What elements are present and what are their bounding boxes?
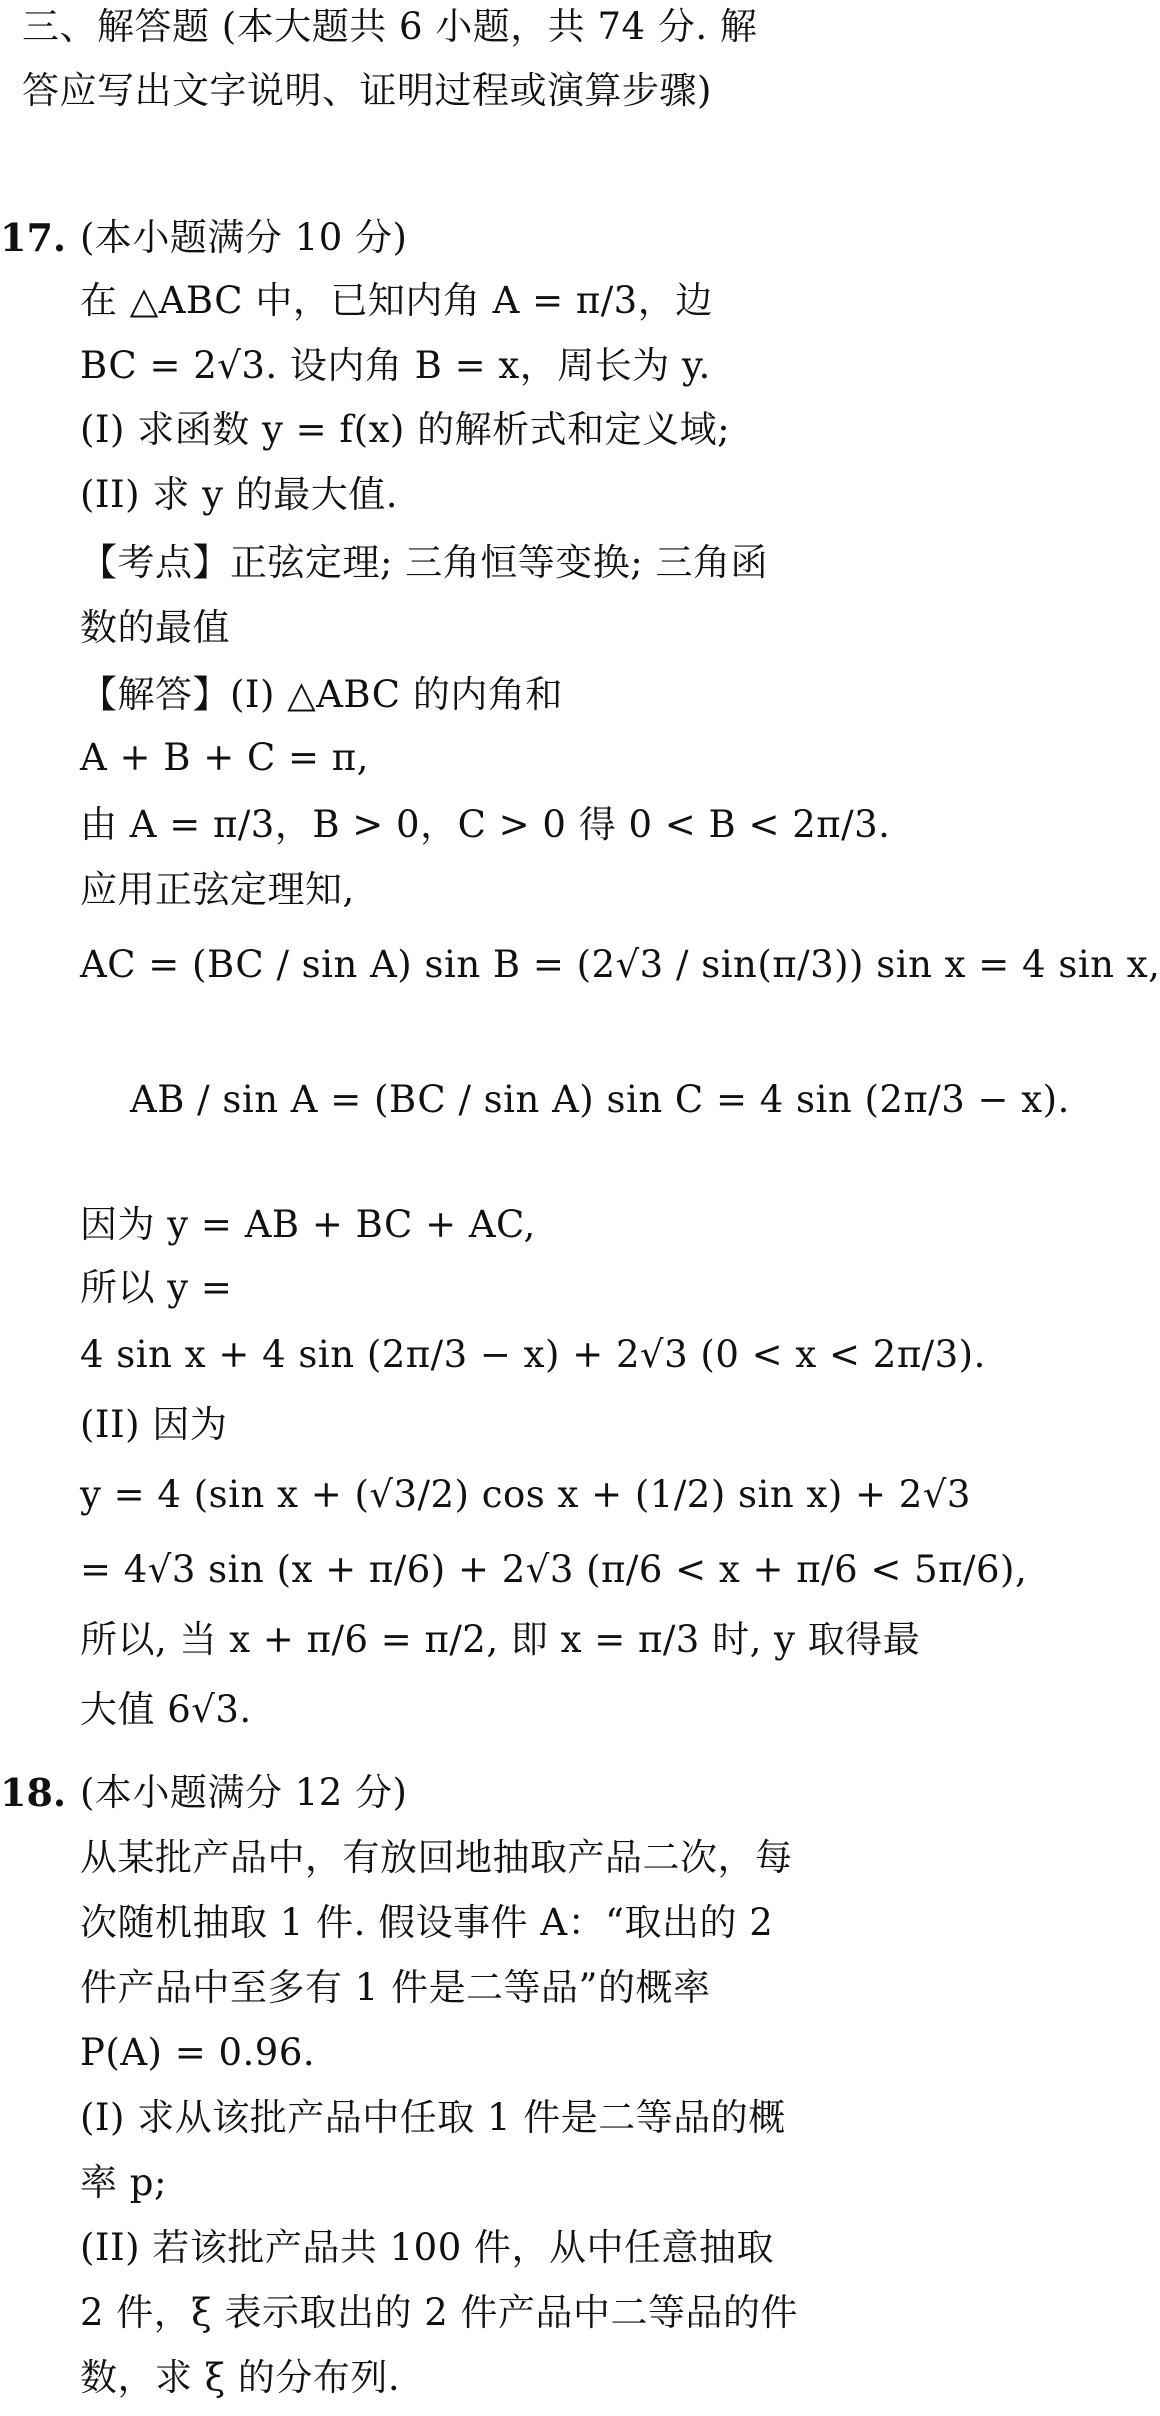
question-line: 从某批产品中，有放回地抽取产品二次，每 [80, 1836, 793, 1879]
question-line: AB / sin A = (BC / sin A) sin C = 4 sin (2π/3 − x). [130, 1078, 1070, 1121]
question-line: 【考点】正弦定理; 三角恒等变换; 三角函 [80, 541, 768, 584]
question-line: (本小题满分 10 分) [80, 216, 408, 259]
section-header-line-1: 三、解答题 (本大题共 6 小题，共 74 分. 解 [22, 5, 758, 48]
question-line: 数，求 ξ 的分布列. [80, 2356, 401, 2399]
question-line: 率 p; [80, 2161, 167, 2204]
question-line: 4 sin x + 4 sin (2π/3 − x) + 2√3 (0 < x < 2π/3). [80, 1333, 986, 1376]
question-line: 所以 y = [80, 1266, 233, 1309]
question-line: (II) 因为 [80, 1403, 228, 1446]
question-line: 大值 6√3. [80, 1688, 252, 1731]
question-line: (本小题满分 12 分) [80, 1771, 408, 1814]
question-line: (I) 求函数 y = f(x) 的解析式和定义域; [80, 408, 731, 451]
question-line: y = 4 (sin x + (√3/2) cos x + (1/2) sin x) + 2√3 [80, 1473, 971, 1516]
question-line: 次随机抽取 1 件. 假设事件 A：“取出的 2 [80, 1901, 774, 1944]
question-number: 18. [0, 1770, 67, 1815]
question-line: P(A) = 0.96. [80, 2031, 316, 2074]
section-header-line-2: 答应写出文字说明、证明过程或演算步骤) [22, 69, 712, 112]
question-line: 件产品中至多有 1 件是二等品”的概率 [80, 1966, 711, 2009]
question-line: BC = 2√3. 设内角 B = x，周长为 y. [80, 344, 711, 387]
question-number: 17. [0, 215, 67, 260]
question-line: A + B + C = π, [80, 736, 369, 779]
question-line: AC = (BC / sin A) sin B = (2√3 / sin(π/3)) sin x = 4 sin x, [80, 943, 1160, 986]
question-line: (II) 求 y 的最大值. [80, 473, 399, 516]
question-line: 2 件，ξ 表示取出的 2 件产品中二等品的件 [80, 2291, 799, 2334]
question-line: 在 △ABC 中，已知内角 A = π/3，边 [80, 279, 713, 322]
question-line: (I) 求从该批产品中任取 1 件是二等品的概 [80, 2096, 786, 2139]
question-line: (II) 若该批产品共 100 件，从中任意抽取 [80, 2226, 775, 2269]
question-line: 由 A = π/3，B > 0，C > 0 得 0 < B < 2π/3. [80, 803, 891, 846]
question-line: 应用正弦定理知, [80, 868, 355, 911]
question-line: 因为 y = AB + BC + AC, [80, 1203, 536, 1246]
question-line: 数的最值 [80, 606, 230, 649]
question-line: 所以, 当 x + π/6 = π/2, 即 x = π/3 时, y 取得最 [80, 1618, 921, 1661]
question-line: 【解答】(I) △ABC 的内角和 [80, 673, 563, 716]
question-line: = 4√3 sin (x + π/6) + 2√3 (π/6 < x + π/6 < 5π/6), [80, 1548, 1028, 1591]
